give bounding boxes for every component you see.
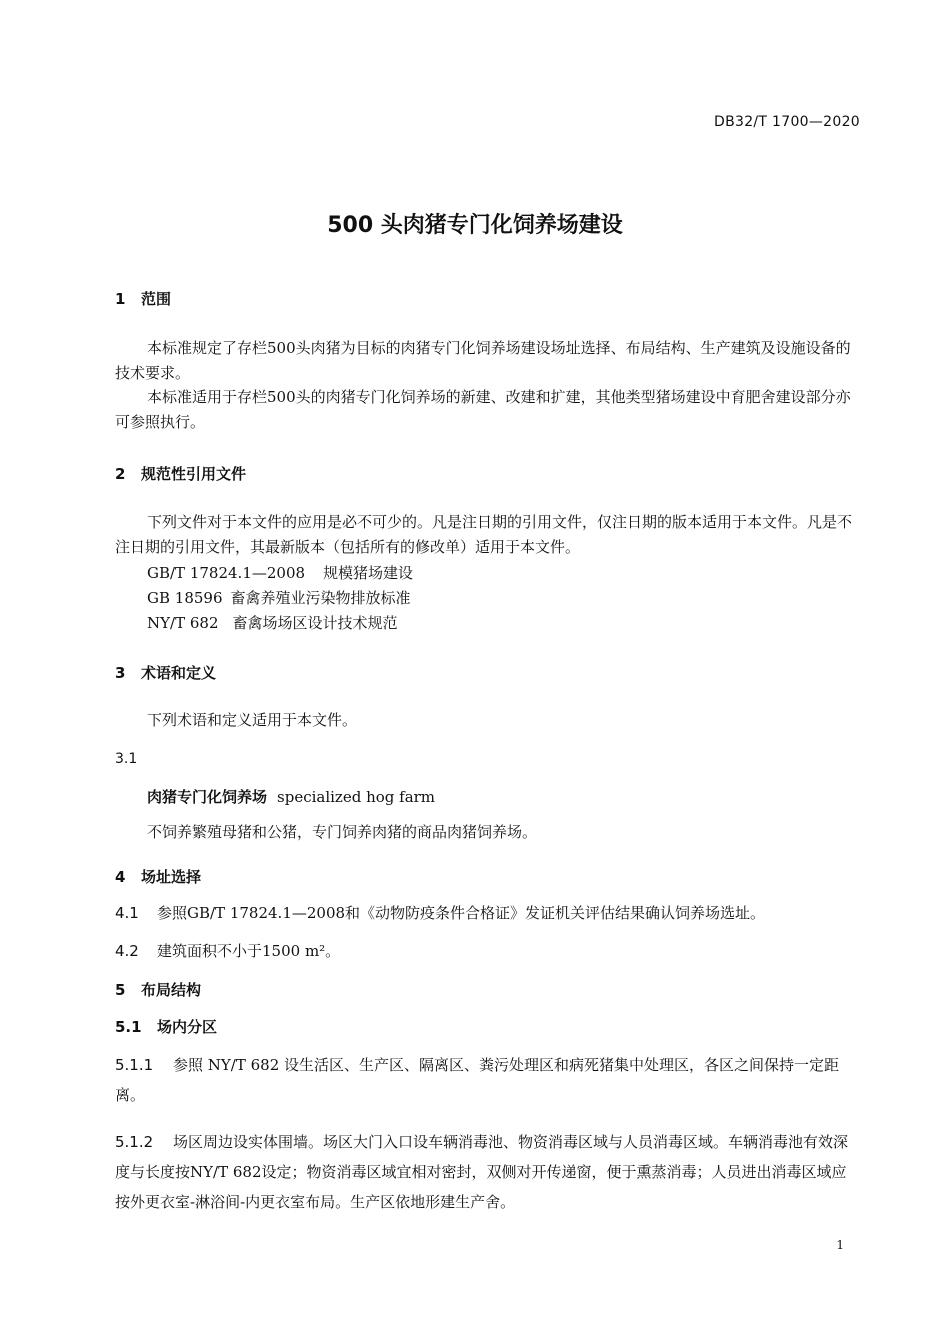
section-title: 规范性引用文件 — [141, 465, 247, 483]
normative-reference — [147, 612, 398, 633]
subsection-number: 5.1 — [115, 1018, 142, 1036]
term-chinese: 肉猪专门化饲养场 — [147, 788, 268, 806]
page-title: 500 头肉猪专门化饲养场建设 — [327, 213, 623, 238]
term-entry — [147, 786, 435, 807]
section-heading — [115, 866, 201, 887]
section-heading — [115, 662, 216, 683]
reference-title: 畜禽养殖业污染物排放标准 — [230, 589, 411, 607]
normative-reference — [147, 562, 413, 583]
clause — [115, 901, 765, 926]
section-title: 范围 — [141, 290, 172, 308]
reference-code: GB/T 17824.1—2008 — [147, 564, 306, 582]
paragraph: 下列术语和定义适用于本文件。 — [147, 711, 358, 729]
reference-title: 畜禽场场区设计技术规范 — [232, 614, 398, 632]
subsection-heading — [115, 1016, 217, 1037]
clause-text: 建筑面积不小于1500 m²。 — [157, 942, 341, 960]
section-number: 5 — [115, 981, 126, 999]
clause-text: 场区周边设实体围墙。场区大门入口设车辆消毒池、物资消毒区域与人员消毒区域。车辆消毒池有效深度与长度按NY/T 682设定；物资消毒区域宜相对密封，双侧对开传递窗，便于熏蒸消毒；人员进出消毒区域应按外更衣室-淋浴间-内更衣室布局。生产区依地形建生产舍。 — [115, 1133, 849, 1211]
term-number: 3.1 — [115, 751, 138, 767]
clause — [115, 1050, 861, 1110]
clause-text: 参照 NY/T 682 设生活区、生产区、隔离区、粪污处理区和病死猪集中处理区，各区之间保持一定距离。 — [115, 1056, 840, 1104]
section-heading — [115, 288, 171, 309]
section-heading — [115, 463, 246, 484]
reference-code: NY/T 682 — [147, 614, 219, 632]
section-number: 1 — [115, 290, 126, 308]
section-heading — [115, 979, 201, 1000]
section-number: 3 — [115, 664, 126, 682]
paragraph: 本标准适用于存栏500头的肉猪专门化饲养场的新建、改建和扩建，其他类型猪场建设中育肥舍建设部分亦可参照执行。 — [115, 388, 851, 431]
clause — [115, 939, 340, 964]
paragraph: 本标准规定了存栏500头肉猪为目标的肉猪专门化饲养场建设场址选择、布局结构、生产建筑及设施设备的技术要求。 — [115, 339, 851, 382]
clause — [115, 1127, 861, 1217]
clause-number: 5.1.1 — [115, 1056, 154, 1074]
section-title: 布局结构 — [141, 981, 202, 999]
clause-number: 5.1.2 — [115, 1133, 154, 1151]
section-number: 4 — [115, 868, 126, 886]
section-title: 场址选择 — [141, 868, 202, 886]
document-number: DB32/T 1700—2020 — [714, 114, 860, 130]
normative-reference — [147, 587, 411, 608]
clause-number: 4.1 — [115, 904, 139, 922]
clause-number: 4.2 — [115, 942, 139, 960]
clause-text: 参照GB/T 17824.1—2008和《动物防疫条件合格证》发证机关评估结果确认饲养场选址。 — [157, 904, 766, 922]
page-number: 1 — [836, 1238, 844, 1252]
term-definition: 不饲养繁殖母猪和公猪，专门饲养肉猪的商品肉猪饲养场。 — [147, 823, 538, 841]
section-title: 术语和定义 — [141, 664, 217, 682]
section-number: 2 — [115, 465, 126, 483]
subsection-title: 场内分区 — [157, 1018, 218, 1036]
term-english: specialized hog farm — [277, 788, 436, 806]
reference-title: 规模猪场建设 — [323, 564, 414, 582]
reference-code: GB 18596 — [147, 589, 223, 607]
paragraph: 下列文件对于本文件的应用是必不可少的。凡是注日期的引用文件，仅注日期的版本适用于本文件。凡是不注日期的引用文件，其最新版本（包括所有的修改单）适用于本文件。 — [115, 513, 853, 556]
